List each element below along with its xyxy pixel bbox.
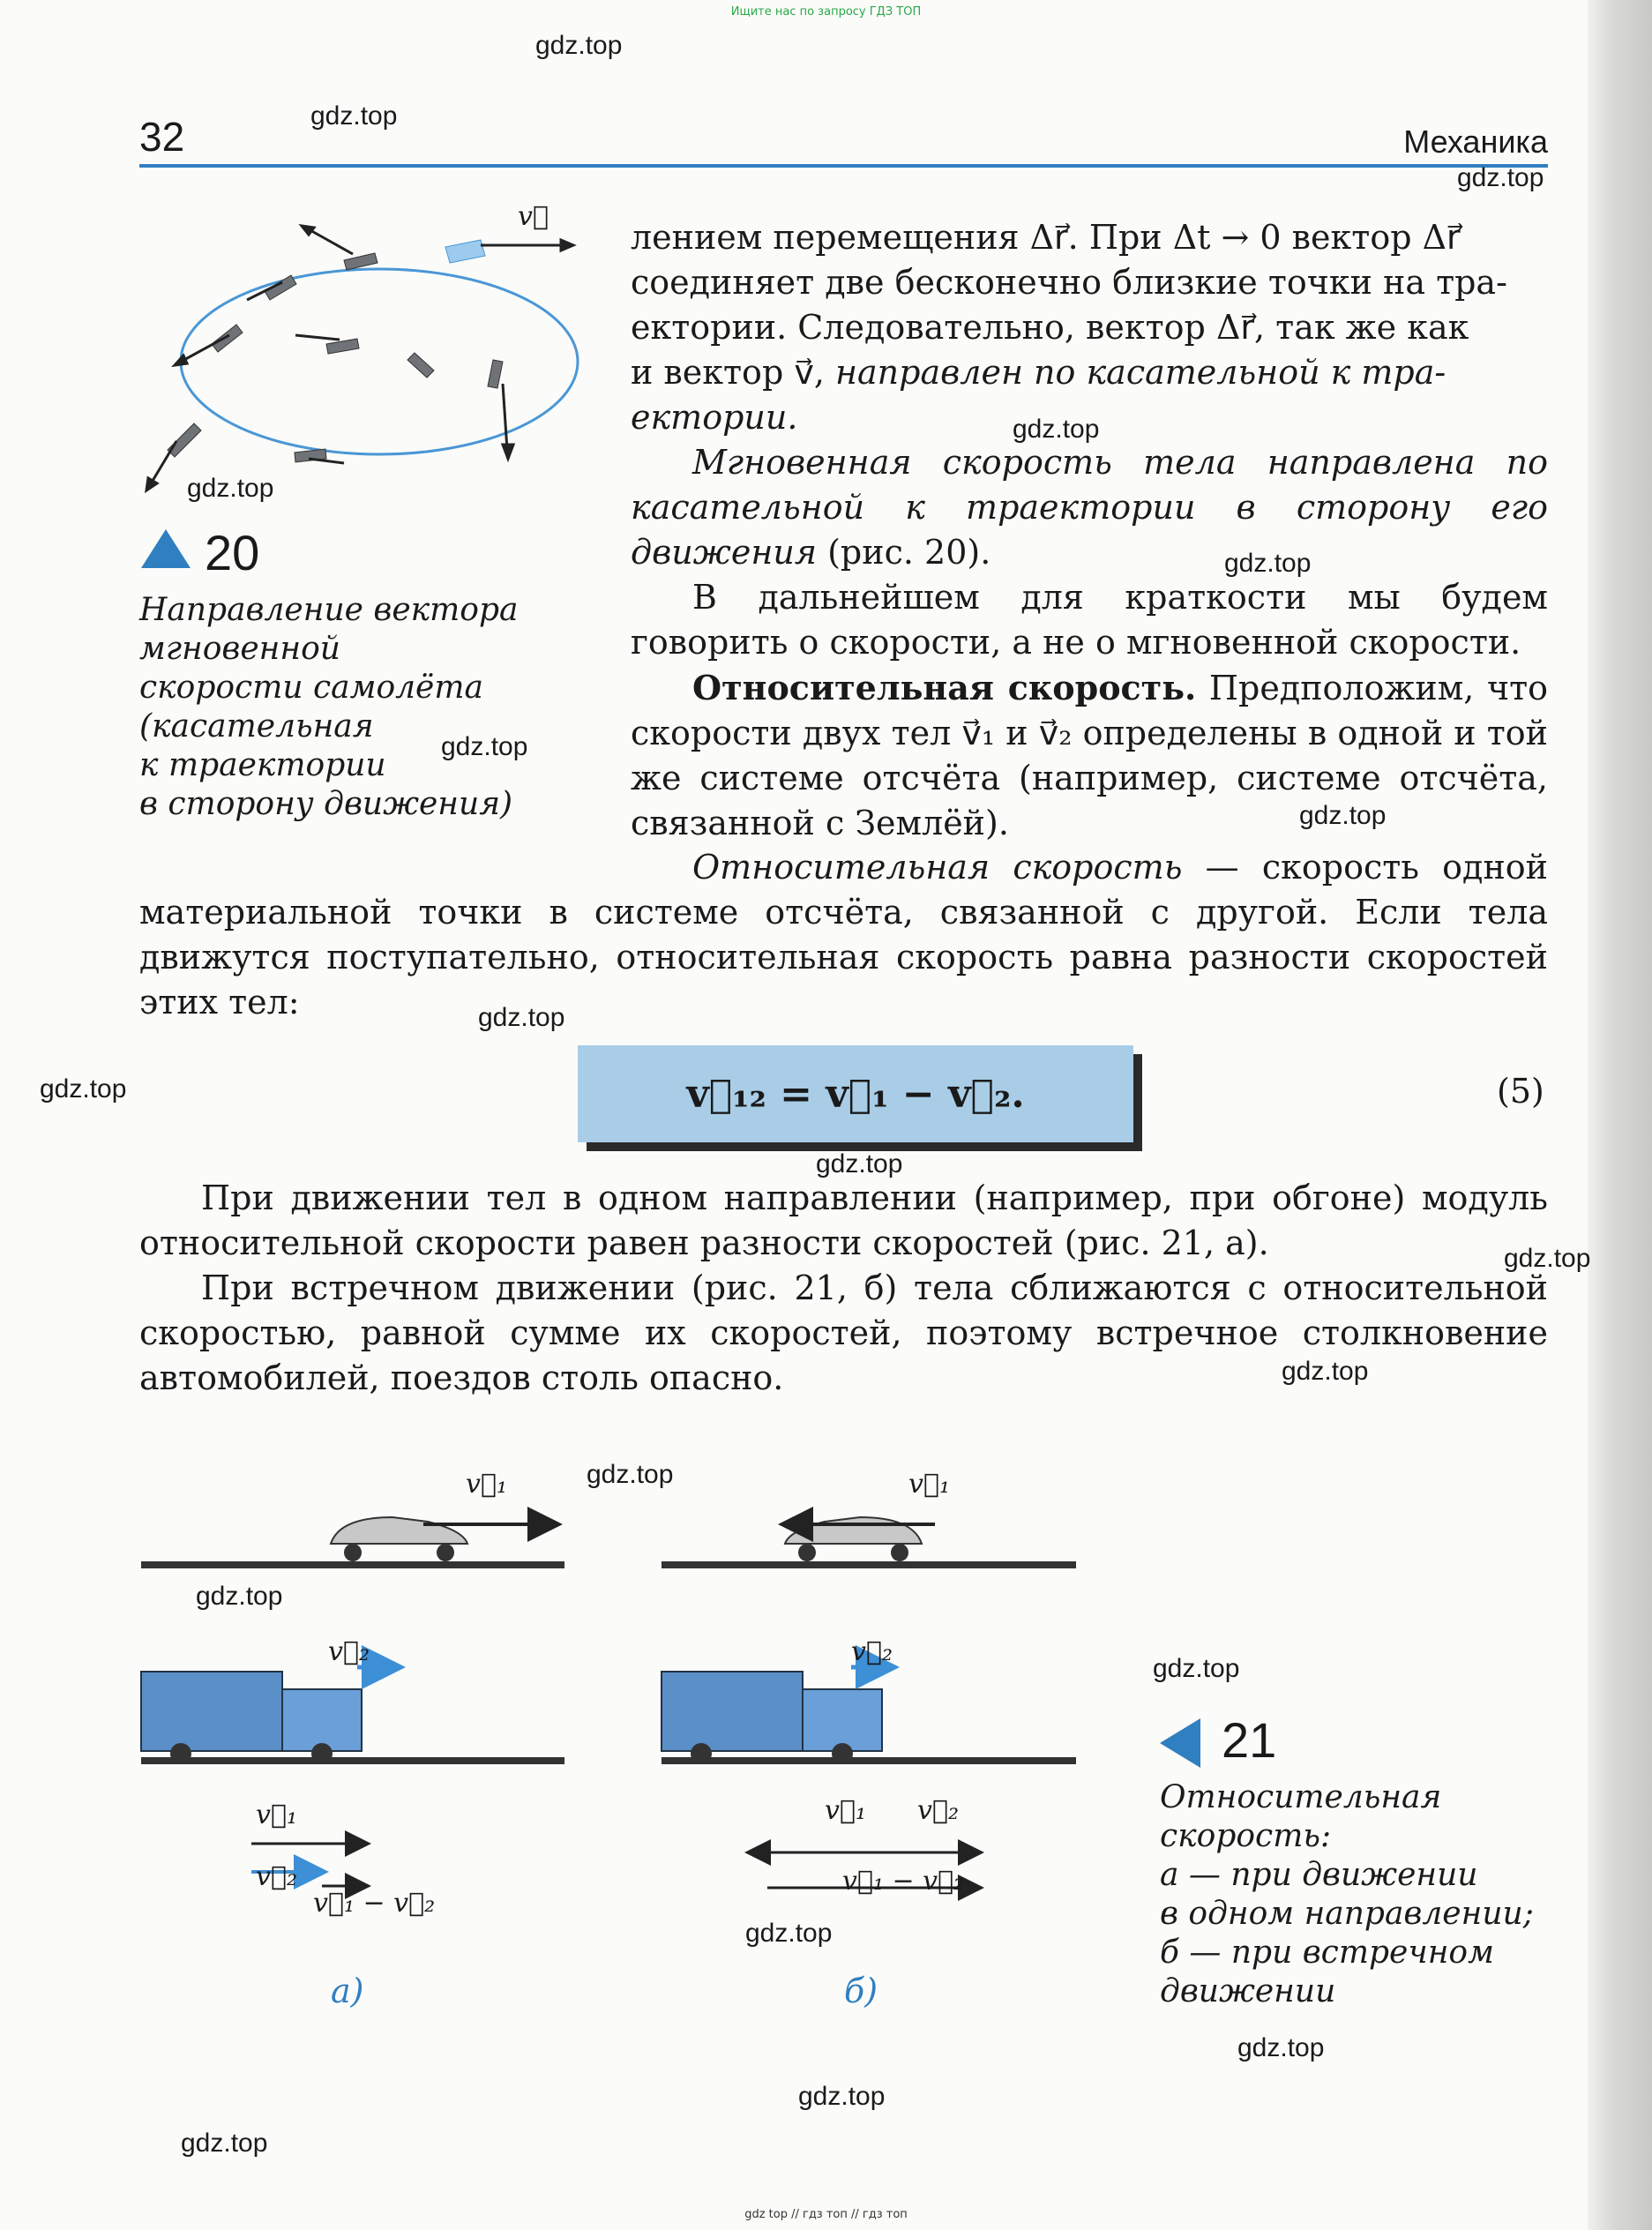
watermark: gdz.top	[181, 2129, 268, 2158]
watermark: gdz.top	[535, 31, 623, 60]
figure-20-illustration	[132, 194, 591, 512]
formula-5: v⃗₁₂ = v⃗₁ − v⃗₂.	[578, 1045, 1133, 1142]
watermark: gdz.top	[187, 474, 274, 503]
watermark: gdz.top	[1504, 1244, 1591, 1273]
page-number: 32	[139, 114, 185, 160]
fig21a-diff-label: v⃗₁ − v⃗₂	[313, 1888, 436, 1919]
paragraph-3: В дальнейшем для краткости мы будем говорить о скорости, а не о мгновенной скорости.	[631, 578, 1548, 662]
formula-number: (5)	[1497, 1072, 1544, 1111]
watermark: gdz.top	[1153, 1654, 1240, 1683]
watermark: gdz.top	[1224, 549, 1312, 578]
watermark: gdz.top	[1299, 801, 1387, 830]
watermark: gdz.top	[40, 1074, 127, 1104]
watermark: gdz.top	[478, 1003, 565, 1032]
bottom-note: gdz top // гдз топ // гдз топ	[744, 2208, 908, 2221]
paragraph-2: Мгновенная скорость тела направлена по касательной к траектории в сторону его движения (рис. 20).	[631, 443, 1548, 572]
watermark: gdz.top	[1237, 2033, 1325, 2062]
figure-20-number: 20	[205, 525, 260, 580]
fig21b-truck-velocity-label: v⃗₂	[851, 1636, 893, 1667]
figure-20-caption: Направление вектора мгновенной скорости самолёта (касательная к траектории в сторону движения)	[139, 592, 519, 822]
figure-21-number: 21	[1222, 1712, 1277, 1768]
figure-21-caption: Относительная скорость: а — при движении в одном направлении; б — при встречном движении	[1160, 1779, 1534, 2009]
fig21a-v1-label: v⃗₁	[256, 1800, 297, 1830]
paragraph-1: лением перемещения Δr⃗. При Δt → 0 вектор Δr⃗ соединяет две бесконечно близкие точки на тра- ектории. Следовательно, вектор Δr⃗, так же как и вектор v⃗, направлен по касательной к тра- ектории.	[631, 218, 1507, 437]
watermark: gdz.top	[441, 732, 528, 761]
watermark: gdz.top	[745, 1919, 833, 1948]
watermark: gdz.top	[1457, 163, 1544, 192]
header-rule	[139, 164, 1548, 168]
paragraph-6: При движении тел в одном направлении (например, при обгоне) модуль относительной скорости равен разности скоростей (рис. 21, а).	[139, 1179, 1548, 1262]
fig21a-truck-velocity-label: v⃗₂	[328, 1636, 370, 1667]
figure-21-marker-icon	[1160, 1718, 1200, 1768]
page-edge-shadow	[1588, 0, 1652, 2230]
figure-21-label-a: а)	[331, 1972, 364, 2010]
watermark: gdz.top	[587, 1460, 674, 1489]
paragraph-4: Относительная скорость. Предположим, что скорости двух тел v⃗₁ и v⃗₂ определены в одной и той же системе отсчёта (например, системе отсчёта, связанной с Землёй).	[631, 668, 1548, 842]
section-title: Механика	[1403, 123, 1548, 160]
watermark: gdz.top	[1282, 1357, 1369, 1386]
watermark: gdz.top	[816, 1149, 903, 1179]
fig21a-car-velocity-label: v⃗₁	[466, 1469, 507, 1500]
paragraph-7: При встречном движении (рис. 21, б) тела сближаются с относительной скоростью, равной сумме их скоростей, поэтому встречное столкновение автомобилей, поездов столь опасно.	[139, 1268, 1548, 1397]
watermark: gdz.top	[1013, 415, 1100, 444]
figure-20-vector-label: v⃗	[518, 201, 549, 232]
figure-21-label-b: б)	[844, 1972, 878, 2010]
figure-20-marker-icon	[141, 529, 191, 568]
watermark: gdz.top	[196, 1582, 283, 1611]
top-note: Ищите нас по запросу ГДЗ ТОП	[730, 5, 922, 19]
paragraph-5: Относительная скорость — скорость одной материальной точки в системе отсчёта, связанной с другой. Если тела движутся поступательно, относительная скорость равна разности скоростей этих тел:	[139, 848, 1548, 1021]
fig21b-v1-label: v⃗₁	[825, 1795, 866, 1826]
fig21a-v2-label: v⃗₂	[256, 1861, 297, 1892]
watermark: gdz.top	[310, 101, 398, 131]
fig21b-car-velocity-label: v⃗₁	[908, 1469, 950, 1500]
fig21b-diff-label: v⃗₁ − v⃗₂	[842, 1866, 965, 1897]
fig21b-v2-label: v⃗₂	[917, 1795, 959, 1826]
watermark: gdz.top	[798, 2082, 886, 2111]
